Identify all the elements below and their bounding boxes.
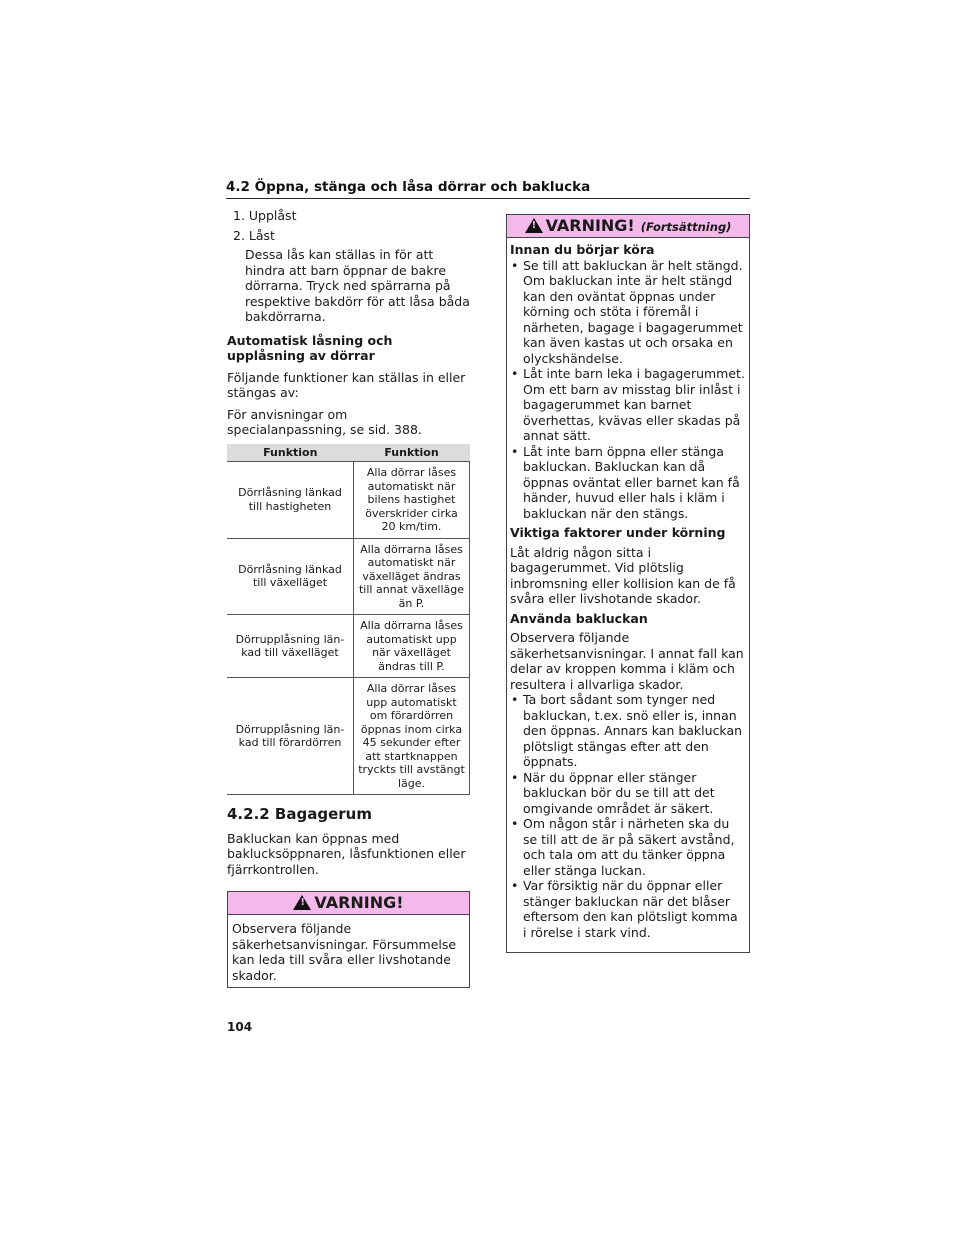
warning-body xyxy=(507,238,749,952)
warning-box xyxy=(227,891,470,988)
bullet-list-before-driving xyxy=(510,258,745,522)
bullet-list-using-tailgate xyxy=(510,692,745,940)
table-cell-description: Alla dörrarna låses automatiskt upp när växelläget ändras till P. xyxy=(354,615,470,678)
list-item: • Låt inte barn öppna eller stänga bakluckan. Bakluckan kan då öppnas oväntat eller barnet kan få händer, huvud eller hals i kläm i bakluckan när den stängs. xyxy=(510,444,745,522)
list-item: • Om någon står i närheten ska du se till att de är på säkert avstånd, och tala om att du tänker öppna eller stänga luckan. xyxy=(510,816,745,878)
warning-title: VARNING! xyxy=(545,216,635,235)
bagage-text: Bakluckan kan öppnas med baklucksöppnaren, låsfunktionen eller fjärrkontrollen. xyxy=(227,830,466,877)
list-item: • När du öppnar eller stänger bakluckan bör du se till att det omgivande området är säkert. xyxy=(510,770,745,817)
bagage-heading: 4.2.2 Bagagerum xyxy=(227,805,372,823)
warning-title-bar xyxy=(228,892,469,915)
warning-box-continued xyxy=(506,214,750,953)
table-row xyxy=(227,615,470,678)
list-item-locked: 2. Låst xyxy=(233,227,275,243)
list-item-unlocked: 1. Upplåst xyxy=(233,208,297,223)
right-column xyxy=(506,214,750,953)
warning-continued-label: (Fortsättning) xyxy=(640,220,732,234)
table-cell-function: Dörrupplåsning län-kad till förardörren xyxy=(227,678,354,795)
table-row xyxy=(227,538,470,615)
list-note: Dessa lås kan ställas in för att hindra att barn öppnar de bakre dörrarna. Tryck ned spärrarna på respektive bakdörr för att låsa båda bakdörrarna. xyxy=(245,247,470,324)
warning-text-using-tailgate: Observera följande säkerhetsanvisningar. I annat fall kan delar av kroppen komma i kläm och resultera i allvarliga skador. xyxy=(510,630,744,692)
warning-title: VARNING! xyxy=(314,893,404,912)
warning-heading-driving-factors: Viktiga faktorer under körning xyxy=(510,525,726,540)
warning-title-bar xyxy=(507,215,749,238)
list-item: • Ta bort sådant som tynger ned bakluckan, t.ex. snö eller is, innan den öppnas. Annars kan bakluckan plötsligt stängas efter att den öppnats. xyxy=(510,692,745,770)
table-cell-description: Alla dörrarna låses automatiskt när växelläget ändras till annat växelläge än P. xyxy=(354,538,470,615)
warning-text-driving-factors: Låt aldrig någon sitta i bagagerummet. Vid plötslig inbromsning eller kollision kan de få svåra eller livshotande skador. xyxy=(510,544,736,606)
warning-heading-using-tailgate: Använda bakluckan xyxy=(510,610,648,626)
table-cell-description: Alla dörrar låses upp automatiskt om förardörren öppnas inom cirka 45 sekunder efter att startknappen tryckts till avstängt läge. xyxy=(354,678,470,795)
warning-heading-before-driving: Innan du börjar köra xyxy=(510,242,655,257)
table-row xyxy=(227,678,470,795)
auto-lock-heading: Automatisk låsning och upplåsning av dörrar xyxy=(227,332,393,363)
auto-lock-intro: Följande funktioner kan ställas in eller stängas av: xyxy=(227,369,466,400)
table-header-1: Funktion xyxy=(227,444,354,462)
warning-triangle-icon xyxy=(293,895,311,910)
left-column xyxy=(227,208,470,988)
list-item: • Låt inte barn leka i bagagerummet. Om ett barn av misstag blir inlåst i bagagerummet kan barnet överhettas, kvävas eller skadas på annat sätt. xyxy=(510,366,745,444)
table-cell-function: Dörrupplåsning län-kad till växelläget xyxy=(227,615,354,678)
list-item: • Var försiktig när du öppnar eller stänger bakluckan när det blåser eftersom den kan plötsligt komma i rörelse i stark vind. xyxy=(510,878,745,940)
table-cell-description: Alla dörrar låses automatiskt när bilens hastighet överskrider cirka 20 km/tim. xyxy=(354,462,470,539)
warning-triangle-icon xyxy=(525,218,543,233)
page-number: 104 xyxy=(227,1020,253,1034)
lock-state-list xyxy=(233,208,470,325)
table-row xyxy=(227,462,470,539)
table-cell-function: Dörrlåsning länkad till växelläget xyxy=(227,538,354,615)
table-header-2: Funktion xyxy=(354,444,470,462)
table-cell-function: Dörrlåsning länkad till hastigheten xyxy=(227,462,354,539)
warning-text: Observera följande säkerhetsanvisningar. Försummelse kan leda till svåra eller livshotande skador. xyxy=(232,921,457,983)
list-item: • Se till att bakluckan är helt stängd. Om bakluckan inte är helt stängd kan den oväntat öppnas under körning och stöta i föremål i närheten, bagage i bagagerummet kan även kastas ut och orsaka en olyckshändelse. xyxy=(510,258,745,367)
auto-lock-reference: För anvisningar om specialanpassning, se sid. 388. xyxy=(227,406,422,437)
section-header: 4.2 Öppna, stänga och låsa dörrar och baklucka xyxy=(226,178,750,199)
function-table xyxy=(227,444,470,796)
